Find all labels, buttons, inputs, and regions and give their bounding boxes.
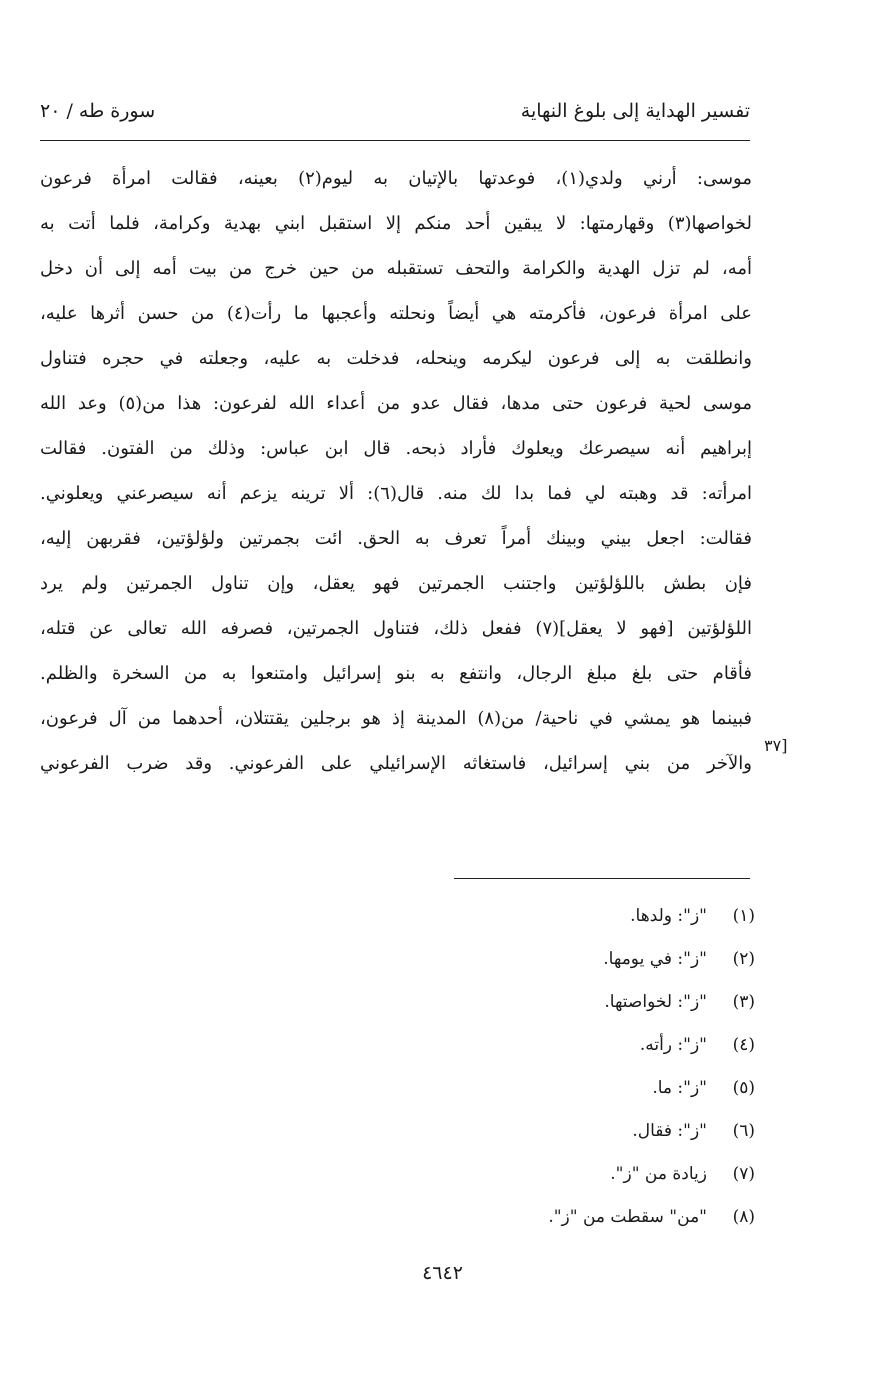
footnote-item — [548, 898, 755, 941]
footnote-number: (٤) — [732, 1035, 755, 1055]
footnote-item — [548, 1113, 755, 1156]
footnote-item — [548, 1027, 755, 1070]
running-header-surah-reference: سورة طه / ٢٠ — [40, 100, 156, 122]
main-text-block — [40, 156, 752, 786]
running-header-book-title: تفسير الهداية إلى بلوغ النهاية — [520, 100, 750, 122]
manuscript-folio-marker: [٣٧ — [764, 736, 788, 755]
footnote-text: زيادة من "ز". — [610, 1164, 707, 1184]
footnote-number: (٨) — [732, 1207, 755, 1227]
footnote-text: "من" سقطت من "ز". — [548, 1207, 707, 1227]
footnote-item — [548, 1070, 755, 1113]
header-divider — [40, 140, 750, 141]
footnote-number: (٣) — [732, 992, 755, 1012]
footnote-item — [548, 1199, 755, 1242]
footnote-number: (٢) — [732, 949, 755, 969]
footnote-text: "ز": في يومها. — [603, 949, 707, 969]
footnote-text: "ز": فقال. — [632, 1121, 707, 1141]
footnote-number: (٥) — [732, 1078, 755, 1098]
text-line: موسى: أرني ولدي(١)، فوعدتها بالإتيان به ليوم(٢) بعينه، فقالت امرأة فرعون — [40, 168, 752, 189]
text-line: فبينما هو يمشي في ناحية/ من(٨) المدينة إذ هو برجلين يقتتلان، أحدهما من آل فرعون، — [40, 708, 752, 729]
footnote-text: "ز": ما. — [652, 1078, 707, 1098]
page-number: ٤٦٤٢ — [422, 1262, 463, 1284]
text-line: أمه، لم تزل الهدية والكرامة والتحف تستقبله من حين خرج من بيت أمه إلى أن دخل — [40, 258, 752, 279]
footnote-item — [548, 1156, 755, 1199]
footnote-item — [548, 941, 755, 984]
text-line: فإن بطش باللؤلؤتين واجتنب الجمرتين فهو يعقل، وإن تناول الجمرتين ولم يرد — [40, 573, 752, 594]
footnote-number: (٧) — [732, 1164, 755, 1184]
footnote-text: "ز": رأته. — [639, 1035, 707, 1055]
footnote-item — [548, 984, 755, 1027]
text-line: فأقام حتى بلغ مبلغ الرجال، وانتفع به بنو إسرائيل وامتنعوا به من السخرة والظلم. — [40, 663, 752, 684]
footnote-number: (١) — [732, 906, 755, 926]
text-line: على امرأة فرعون، فأكرمته هي أيضاً ونحلته وأعجبها ما رأت(٤) من حسن أثرها عليه، — [40, 303, 752, 324]
text-line: إبراهيم أنه سيصرعك ويعلوك فأراد ذبحه. قال ابن عباس: وذلك من الفتون. فقالت — [40, 438, 752, 459]
footnote-text: "ز": لخواصتها. — [604, 992, 707, 1012]
text-line: فقالت: اجعل بيني وبينك أمراً تعرف به الحق. ائت بجمرتين ولؤلؤتين، فقربهن إليه، — [40, 528, 752, 549]
footnotes-list — [548, 898, 755, 1242]
text-line: والآخر من بني إسرائيل، فاستغاثه الإسرائيلي على الفرعوني. وقد ضرب الفرعوني — [40, 753, 752, 774]
footnote-divider — [454, 878, 750, 879]
text-line: موسى لحية فرعون حتى مدها، فقال عدو من أعداء الله لفرعون: هذا من(٥) وعد الله — [40, 393, 752, 414]
text-line: امرأته: قد وهبته لي فما بدا لك منه. قال(٦): ألا ترينه يزعم أنه سيصرعني ويعلوني. — [40, 483, 752, 504]
footnote-number: (٦) — [732, 1121, 755, 1141]
footnote-text: "ز": ولدها. — [630, 906, 707, 926]
text-line: لخواصها(٣) وقهارمتها: لا يبقين أحد منكم إلا استقبل ابني بهدية وكرامة، فلما أتت به — [40, 213, 752, 234]
text-line: وانطلقت به إلى فرعون ليكرمه وينحله، فدخلت به عليه، وجعلته في حجره فتناول — [40, 348, 752, 369]
text-line: اللؤلؤتين [فهو لا يعقل](٧) ففعل ذلك، فتناول الجمرتين، فصرفه الله تعالى عن قتله، — [40, 618, 752, 639]
